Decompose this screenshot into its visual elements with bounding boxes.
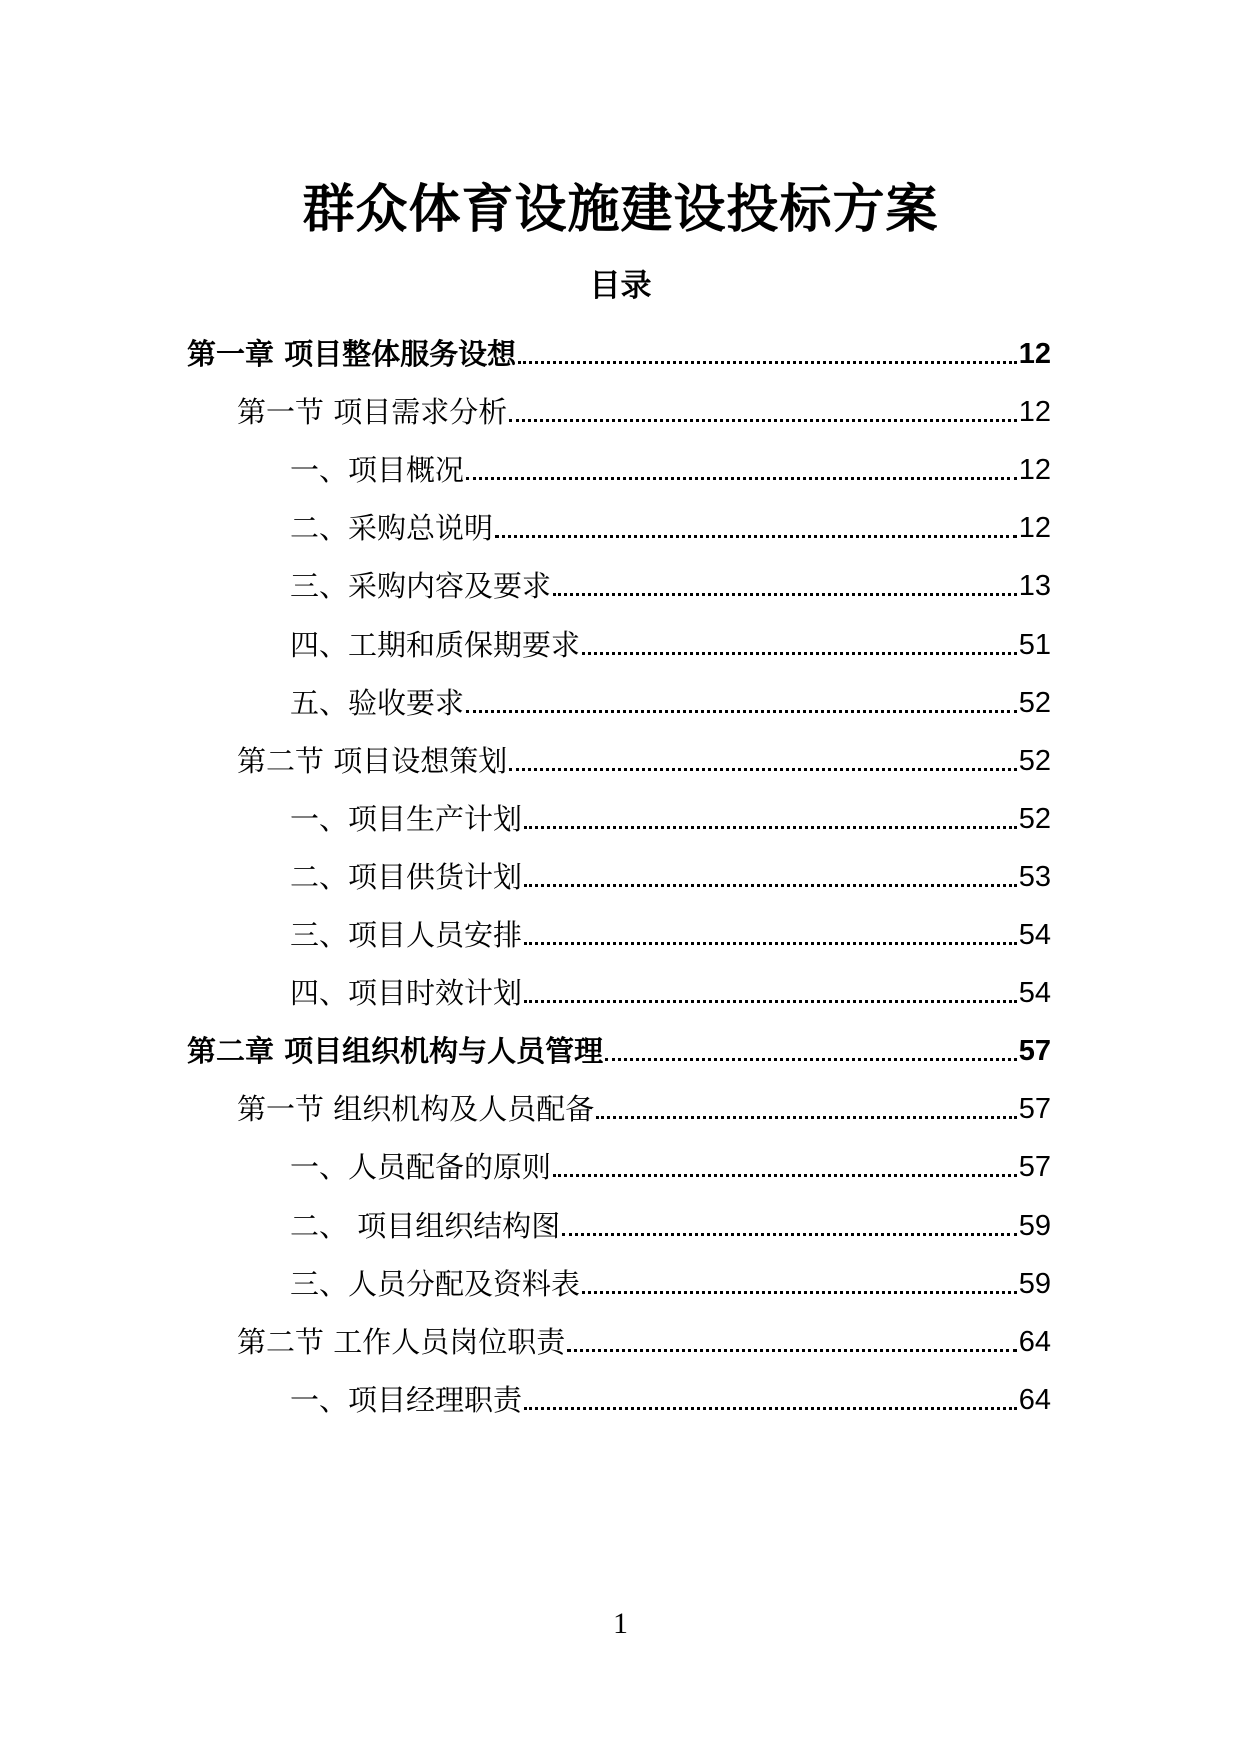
toc-entry-title: 三、项目人员安排 <box>290 918 523 952</box>
toc-entry-page: 13 <box>1018 570 1051 602</box>
toc-dot-leader <box>509 419 1017 422</box>
toc-entry-page: 12 <box>1018 396 1051 428</box>
toc-entry[interactable] <box>290 1137 1051 1187</box>
toc-dot-leader <box>582 1291 1017 1294</box>
toc-dot-leader <box>562 1233 1017 1236</box>
toc-dot-leader <box>567 1349 1017 1352</box>
toc-entry-page: 12 <box>1018 454 1051 486</box>
toc-entry-title: 第二节 工作人员岗位职责 <box>237 1325 566 1359</box>
toc-entry-title: 三、人员分配及资料表 <box>290 1267 581 1301</box>
page-title: 群众体育设施建设投标方案 <box>302 180 939 240</box>
toc-entry-page: 64 <box>1018 1384 1051 1416</box>
toc-entry-title: 第一章 项目整体服务设想 <box>187 337 517 371</box>
toc-entry-title: 三、采购内容及要求 <box>290 569 552 603</box>
toc-entry-page: 52 <box>1018 687 1051 719</box>
toc-entry[interactable] <box>290 1196 1051 1246</box>
toc-entry[interactable] <box>187 1021 1051 1071</box>
toc-entry[interactable] <box>290 615 1051 665</box>
toc-entry[interactable] <box>290 673 1051 723</box>
toc-entry[interactable] <box>237 382 1051 432</box>
toc-dot-leader <box>553 1174 1017 1177</box>
toc-entry-page: 52 <box>1018 803 1051 835</box>
toc-dot-leader <box>524 1000 1017 1003</box>
toc-entry-page: 51 <box>1018 629 1051 661</box>
toc-entry[interactable] <box>237 1079 1051 1129</box>
toc-dot-leader <box>509 768 1017 771</box>
toc-entry-title: 一、项目概况 <box>290 453 465 487</box>
toc-entry-page: 54 <box>1018 919 1051 951</box>
toc-entry-title: 四、工期和质保期要求 <box>290 628 581 662</box>
toc-entry[interactable] <box>187 324 1051 374</box>
toc-entry-title: 第一节 项目需求分析 <box>237 395 508 429</box>
toc-entry-page: 64 <box>1018 1326 1051 1358</box>
toc-dot-leader <box>466 477 1017 480</box>
toc-entry[interactable] <box>290 556 1051 606</box>
toc-dot-leader <box>466 710 1017 713</box>
toc-entry-page: 59 <box>1018 1268 1051 1300</box>
toc-entry-page: 57 <box>1018 1093 1051 1125</box>
toc-entry-page: 53 <box>1018 861 1051 893</box>
toc-dot-leader <box>582 652 1017 655</box>
toc-dot-leader <box>495 535 1017 538</box>
toc-entry-title: 第一节 组织机构及人员配备 <box>237 1092 595 1126</box>
toc-entry[interactable] <box>290 905 1051 955</box>
toc-entry-title: 一、人员配备的原则 <box>290 1150 552 1184</box>
toc-entry-title: 第二节 项目设想策划 <box>237 744 508 778</box>
toc-entry[interactable] <box>290 847 1051 897</box>
toc-entry[interactable] <box>290 963 1051 1013</box>
toc-entry-page: 12 <box>1018 338 1051 370</box>
toc-entry-title: 一、项目经理职责 <box>290 1383 523 1417</box>
toc-entry[interactable] <box>290 498 1051 548</box>
toc-entry-page: 54 <box>1018 977 1051 1009</box>
toc-dot-leader <box>596 1116 1017 1119</box>
toc-entry-page: 57 <box>1018 1035 1051 1067</box>
toc-entry-title: 二、 项目组织结构图 <box>290 1209 561 1243</box>
toc-entry[interactable] <box>237 1312 1051 1362</box>
toc-entry-title: 第二章 项目组织机构与人员管理 <box>187 1034 604 1068</box>
toc-dot-leader <box>524 826 1017 829</box>
toc-entry-page: 59 <box>1018 1210 1051 1242</box>
page-number: 1 <box>613 1607 628 1640</box>
toc-dot-leader <box>524 884 1017 887</box>
toc-entry-page: 52 <box>1018 745 1051 777</box>
toc-entry-title: 四、项目时效计划 <box>290 976 523 1010</box>
toc-entry-page: 57 <box>1018 1151 1051 1183</box>
toc-entry[interactable] <box>290 440 1051 490</box>
toc-heading: 目录 <box>589 268 652 304</box>
toc-dot-leader <box>605 1058 1017 1061</box>
toc-dot-leader <box>524 1407 1017 1410</box>
toc-entry-title: 二、项目供货计划 <box>290 860 523 894</box>
toc-entry-page: 12 <box>1018 512 1051 544</box>
toc-entry-title: 二、采购总说明 <box>290 511 494 545</box>
toc-entry[interactable] <box>290 1254 1051 1304</box>
toc-entry-title: 五、验收要求 <box>290 686 465 720</box>
toc-entry[interactable] <box>290 789 1051 839</box>
toc-entry-title: 一、项目生产计划 <box>290 802 523 836</box>
toc-entry[interactable] <box>290 1370 1051 1420</box>
toc-entry[interactable] <box>237 731 1051 781</box>
toc-dot-leader <box>518 361 1017 364</box>
toc-dot-leader <box>553 593 1017 596</box>
toc-dot-leader <box>524 942 1017 945</box>
